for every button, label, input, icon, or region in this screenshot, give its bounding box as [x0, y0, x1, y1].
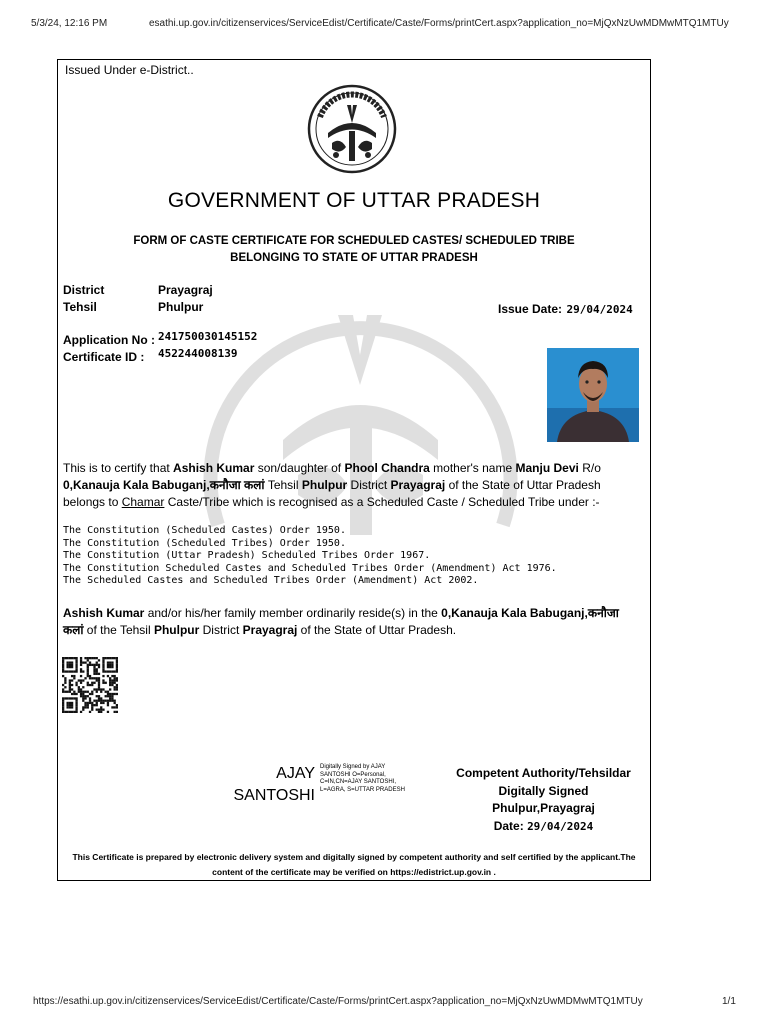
- para2-district: Prayagraj: [242, 623, 298, 637]
- authority-location: Phulpur,Prayagraj: [492, 801, 595, 815]
- application-no-value: 241750030145152: [158, 330, 258, 343]
- qr-code: [62, 657, 118, 713]
- issue-date-label: Issue Date:: [498, 302, 563, 316]
- order-item: The Scheduled Castes and Scheduled Tribes Order (Amendment) Act 2002.: [63, 575, 479, 587]
- authority-title: Competent Authority/Tehsildar: [456, 766, 631, 780]
- signature-detail-line: Digitally Signed by AJAY: [320, 764, 386, 770]
- certificate-frame: [57, 59, 651, 881]
- para1-text: of the State of Uttar Pradesh: [445, 478, 601, 492]
- signature-detail-line: L=AGRA, S=UTTAR PRADESH: [320, 786, 405, 793]
- caste-name: Chamar: [121, 495, 165, 509]
- order-item: The Constitution (Uttar Pradesh) Scheduled Tribes Order 1967.: [63, 550, 431, 562]
- residence-paragraph: [63, 605, 648, 639]
- tehsil-value: Phulpur: [158, 300, 204, 314]
- para1-text: R/o: [578, 461, 601, 475]
- order-item: The Constitution (Scheduled Castes) Order 1950.: [63, 525, 346, 536]
- order-item: The Constitution Scheduled Castes and Scheduled Tribes Order (Amendment) Act 1976.: [63, 562, 557, 574]
- competent-authority: [441, 765, 646, 835]
- signature-detail-line: C=IN,CN=AJAY SANTOSHI,: [320, 779, 397, 785]
- issue-date-value: 29/04/2024: [566, 303, 633, 316]
- issue-date: [498, 300, 633, 318]
- signatory-last-name: SANTOSHI: [233, 787, 315, 804]
- print-url-footer: https://esathi.up.gov.in/citizenservices/ServiceEdist/Certificate/Caste/Forms/printCert.aspx?application_no=MjQxNzUwMDMwMTQ1MTUy: [33, 996, 643, 1007]
- authority-signed: Digitally Signed: [498, 783, 589, 798]
- authority-date: [441, 818, 646, 836]
- application-no-label: Application No :: [63, 333, 155, 347]
- certification-paragraph: [63, 460, 648, 511]
- up-government-emblem-icon: [306, 83, 398, 175]
- district-value: Prayagraj: [158, 283, 213, 297]
- district-label: District: [63, 283, 105, 297]
- footnote-line: content of the certificate may be verified on https://edistrict.up.gov.in .: [212, 867, 496, 877]
- certificate-subtitle-line1: FORM OF CASTE CERTIFICATE FOR SCHEDULED CASTES/ SCHEDULED TRIBE: [133, 235, 575, 247]
- applicant-photo: [547, 348, 639, 442]
- digital-signature-details: [320, 764, 405, 794]
- para1-text: belongs to: [63, 495, 122, 509]
- applicant-name: Ashish Kumar: [173, 461, 255, 475]
- signatory-first-name: AJAY: [276, 765, 315, 782]
- mother-name: Manju Devi: [515, 461, 579, 475]
- residence-address: 0,Kanauja Kala Babuganj,कनौजा: [441, 606, 619, 620]
- applicant-name: Ashish Kumar: [63, 606, 145, 620]
- para1-text: mother's name: [429, 461, 516, 475]
- authority-date-label: Date:: [493, 818, 524, 833]
- issued-under-text: Issued Under e-District..: [65, 63, 194, 77]
- para1-tehsil: Phulpur: [301, 478, 348, 492]
- residence-address: कलां: [63, 623, 84, 637]
- residence-address: 0,Kanauja Kala Babuganj,कनौजा कलां: [63, 478, 265, 492]
- para2-tehsil: Phulpur: [153, 623, 200, 637]
- para2-text: District: [199, 623, 243, 637]
- para1-text: son/daughter of: [254, 461, 345, 475]
- print-datetime: 5/3/24, 12:16 PM: [31, 18, 108, 29]
- tehsil-label: Tehsil: [63, 300, 97, 314]
- para1-text: Caste/Tribe which is recognised as a Scheduled Caste / Scheduled Tribe under :-: [164, 495, 600, 509]
- footnote-line: This Certificate is prepared by electronic delivery system and digitally signed by competent authority and self certified by the applicant.The: [72, 852, 636, 862]
- certificate-id-value: 452244008139: [158, 347, 238, 360]
- para2-text: and/or his/her family member ordinarily reside(s) in the: [144, 606, 442, 620]
- orders-list: [63, 525, 557, 588]
- father-name: Phool Chandra: [344, 461, 430, 475]
- certificate-title: GOVERNMENT OF UTTAR PRADESH: [167, 189, 541, 212]
- para2-text: of the Tehsil: [83, 623, 154, 637]
- signatory-name: [218, 763, 315, 807]
- para1-text: This is to certify that: [63, 461, 174, 475]
- authority-date-value: 29/04/2024: [527, 819, 594, 833]
- para1-text: District: [347, 478, 391, 492]
- print-page-count: 1/1: [722, 996, 736, 1007]
- verification-footnote: [58, 850, 650, 880]
- para2-text: of the State of Uttar Pradesh.: [297, 623, 457, 637]
- certificate-id-label: Certificate ID :: [63, 350, 145, 364]
- certificate-subtitle-line2: BELONGING TO STATE OF UTTAR PRADESH: [230, 252, 478, 264]
- print-url-header: esathi.up.gov.in/citizenservices/ServiceEdist/Certificate/Caste/Forms/printCert.aspx?application_no=MjQxNzUwMDMwMTQ1MTUy: [149, 18, 729, 29]
- signature-detail-line: SANTOSHI O=Personal,: [320, 771, 386, 778]
- para1-text: Tehsil: [264, 478, 302, 492]
- para1-district: Prayagraj: [390, 478, 446, 492]
- order-item: The Constitution (Scheduled Tribes) Order 1950.: [63, 537, 346, 549]
